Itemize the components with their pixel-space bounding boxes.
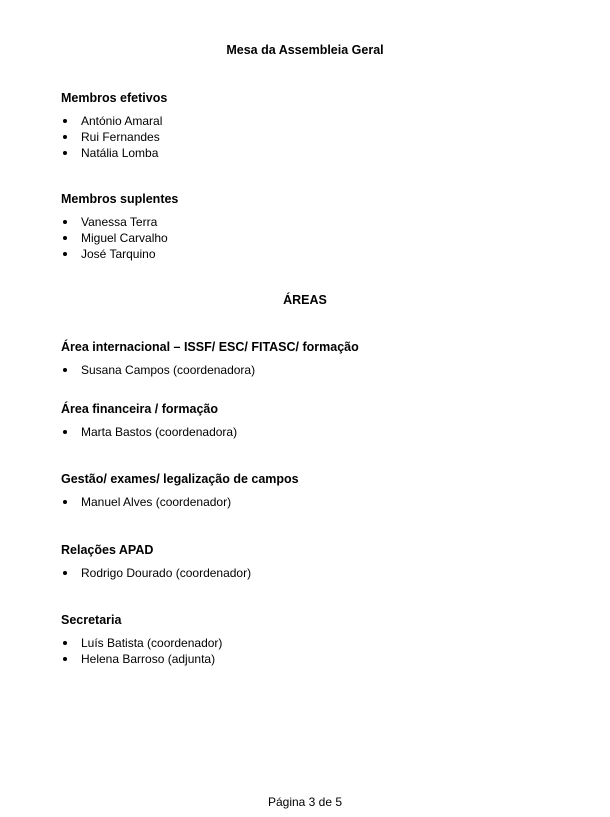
list-item: Susana Campos (coordenadora) (61, 362, 255, 378)
list-relacoes-apad (61, 565, 251, 581)
list-item: António Amaral (61, 113, 162, 129)
list-area-financeira (61, 424, 237, 440)
list-item: Helena Barroso (adjunta) (61, 651, 222, 667)
section-heading-gestao: Gestão/ exames/ legalização de campos (61, 472, 299, 486)
list-item: Miguel Carvalho (61, 230, 168, 246)
page-number: Página 3 de 5 (267, 795, 343, 809)
list-area-internacional (61, 362, 255, 378)
section-heading-area-internacional: Área internacional – ISSF/ ESC/ FITASC/ formação (61, 340, 359, 354)
section-heading-relacoes-apad: Relações APAD (61, 543, 154, 557)
list-item: Rodrigo Dourado (coordenador) (61, 565, 251, 581)
page-title: Mesa da Assembleia Geral (226, 43, 384, 57)
list-item: Marta Bastos (coordenadora) (61, 424, 237, 440)
section-heading-area-financeira: Área financeira / formação (61, 402, 219, 416)
list-item: Manuel Alves (coordenador) (61, 494, 231, 510)
list-item: Rui Fernandes (61, 129, 162, 145)
list-secretaria (61, 635, 222, 667)
list-item: Luís Batista (coordenador) (61, 635, 222, 651)
list-membros-efetivos (61, 113, 162, 161)
list-item: José Tarquino (61, 246, 168, 262)
list-membros-suplentes (61, 214, 168, 262)
section-heading-membros-efetivos: Membros efetivos (61, 91, 168, 105)
section-heading-secretaria: Secretaria (61, 613, 122, 627)
list-item: Vanessa Terra (61, 214, 168, 230)
areas-title: ÁREAS (283, 293, 327, 307)
section-heading-membros-suplentes: Membros suplentes (61, 192, 179, 206)
list-item: Natália Lomba (61, 145, 162, 161)
list-gestao (61, 494, 231, 510)
